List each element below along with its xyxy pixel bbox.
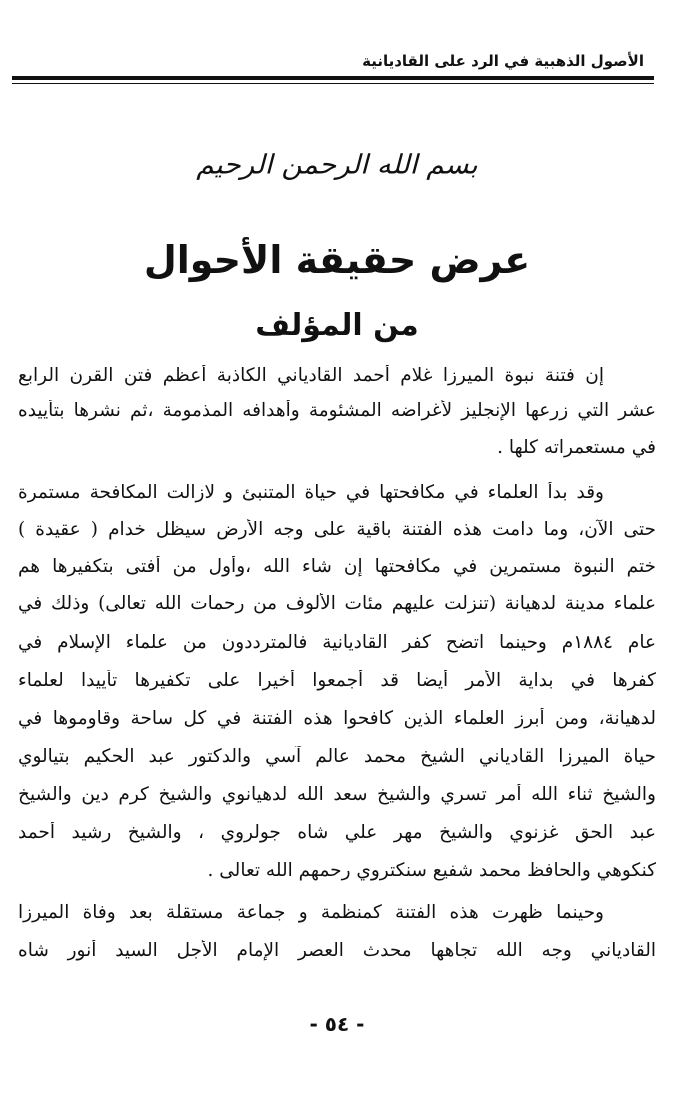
- text-line: إن فتنة نبوة الميرزا غلام أحمد القادياني الكاذبة أعظم فتن القرن الرابع: [18, 365, 604, 386]
- text-line: القادياني وجه الله تجاهها محدث العصر الإمام الأجل السيد أنور شاه: [18, 940, 656, 961]
- text-line: وقد بدأ العلماء في مكافحتها في حياة المتنبئ و لازالت المكافحة مستمرة: [18, 482, 604, 503]
- text-line: علماء مدينة لدهيانة (تنزلت عليهم مئات الألوف من رحمات الله تعالى) وذلك في: [18, 593, 656, 614]
- text-line: عام ١٨٨٤م وحينما اتضح كفر القاديانية فالمترددون من علماء الإسلام في: [18, 632, 656, 653]
- chapter-title: عرض حقيقة الأحوال: [143, 238, 531, 282]
- text-line: عشر التي زرعها الإنجليز لأغراضه المشئومة وأهدافه المذمومة ،ثم نشرها بتأييده: [18, 400, 656, 421]
- text-line: ختم النبوة مستمرين في مكافحتها إن شاء الله ،وأول من أفتى بتكفيرها هم: [18, 556, 656, 577]
- page-number: - ٥٤ -: [309, 1012, 365, 1036]
- text-line: حتى الآن، وما دامت هذه الفتنة باقية على وجه الأرض سيظل خدام ( عقيدة ): [18, 519, 656, 540]
- text-line: والشيخ ثناء الله أمر تسري والشيخ سعد الله لدهيانوي والشيخ كرم دين والشيخ: [18, 784, 656, 805]
- text-line: لدهيانة، ومن أبرز العلماء الذين كافحوا هذه الفتنة في كل ساحة وقاوموها في: [18, 708, 656, 729]
- text-line: عبد الحق غزنوي والشيخ مهر علي شاه جولروي ، والشيخ رشيد أحمد: [18, 822, 656, 843]
- chapter-subtitle: من المؤلف: [255, 308, 419, 343]
- text-line: كفرها في بداية الأمر أيضا قد أجمعوا أخيرا على تكفيرها تأييدا لعلماء: [18, 670, 656, 691]
- text-line: في مستعمراته كلها .: [497, 437, 656, 458]
- text-line: وحينما ظهرت هذه الفتنة كمنظمة و جماعة مستقلة بعد وفاة الميرزا: [18, 902, 604, 923]
- text-line: كنكوهي والحافظ محمد شفيع سنكتروي رحمهم الله تعالى .: [207, 860, 656, 881]
- header-rule-thin: [12, 83, 654, 84]
- header-rule-thick: [12, 76, 654, 80]
- basmala-calligraphy: بسم الله الرحمن الرحيم: [196, 148, 478, 181]
- text-line: حياة الميرزا القادياني الشيخ محمد عالم آسي والدكتور عبد الحكيم بتيالوي: [18, 746, 656, 767]
- running-header: الأصول الذهبية في الرد على القاديانية: [362, 52, 644, 70]
